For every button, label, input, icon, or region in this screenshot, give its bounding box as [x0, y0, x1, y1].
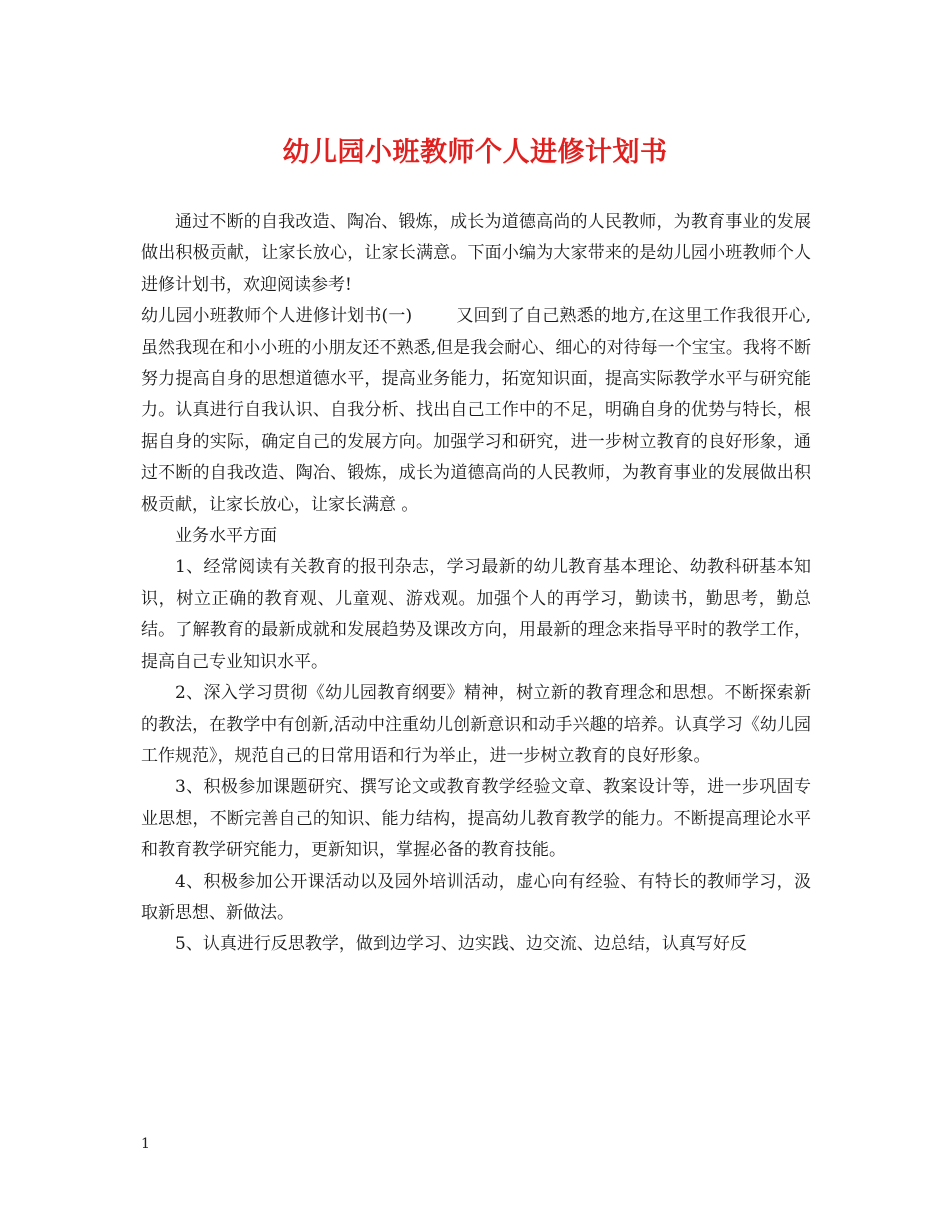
document-body [141, 207, 811, 961]
list-item-1: 1、经常阅读有关教育的报刊杂志，学习最新的幼儿教育基本理论、幼教科研基本知识，树立正确的教育观、儿童观、游戏观。加强个人的再学习，勤读书，勤思考，勤总结。了解教育的最新成就和发展趋势及课改方向，用最新的理念来指导平时的教学工作，提高自己专业知识水平。 [141, 557, 811, 672]
list-item-5: 5、认真进行反思教学，做到边学习、边实践、边交流、边总结，认真写好反 [175, 934, 747, 955]
section-paragraph [141, 301, 811, 521]
list-item-4: 4、积极参加公开课活动以及园外培训活动，虚心向有经验、有特长的教师学习，汲取新思想、新做法。 [141, 871, 811, 923]
section-heading: 幼儿园小班教师个人进修计划书(一) [141, 306, 413, 327]
list-item-3: 3、积极参加课题研究、撰写论文或教育教学经验文章、教案设计等，进一步巩固专业思想，不断完善自己的知识、能力结构，提高幼儿教育教学的能力。不断提高理论水平和教育教学研究能力，更新知识，掌握必备的教育技能。 [141, 777, 811, 861]
document-title: 幼儿园小班教师个人进修计划书 [282, 137, 668, 168]
section-body: 又回到了自己熟悉的地方,在这里工作我很开心,虽然我现在和小小班的小朋友还不熟悉,但是我会耐心、细心的对待每一个宝宝。我将不断努力提高自身的思想道德水平，提高业务能力，拓宽知识面，提高实际教学水平与研究能力。认真进行自我认识、自我分析、找出自己工作中的不足，明确自身的优势与特长，根据自身的实际，确定自己的发展方向。加强学习和研究，进一步树立教育的良好形象，通过不断的自我改造、陶冶、锻炼，成长为道德高尚的人民教师，为教育事业的发展做出积极贡献，让家长放心，让家长满意 。 [141, 306, 812, 515]
subheading: 业务水平方面 [175, 526, 277, 547]
intro-paragraph: 通过不断的自我改造、陶冶、锻炼，成长为道德高尚的人民教师，为教育事业的发展做出积极贡献，让家长放心，让家长满意。下面小编为大家带来的是幼儿园小班教师个人进修计划书，欢迎阅读参考! [141, 212, 811, 295]
list-item-2: 2、深入学习贯彻《幼儿园教育纲要》精神，树立新的教育理念和思想。不断探索新的教法，在教学中有创新,活动中注重幼儿创新意识和动手兴趣的培养。认真学习《幼儿园工作规范》，规范自己的日常用语和行为举止，进一步树立教育的良好形象。 [141, 683, 811, 766]
page-number: 1 [141, 1136, 150, 1152]
